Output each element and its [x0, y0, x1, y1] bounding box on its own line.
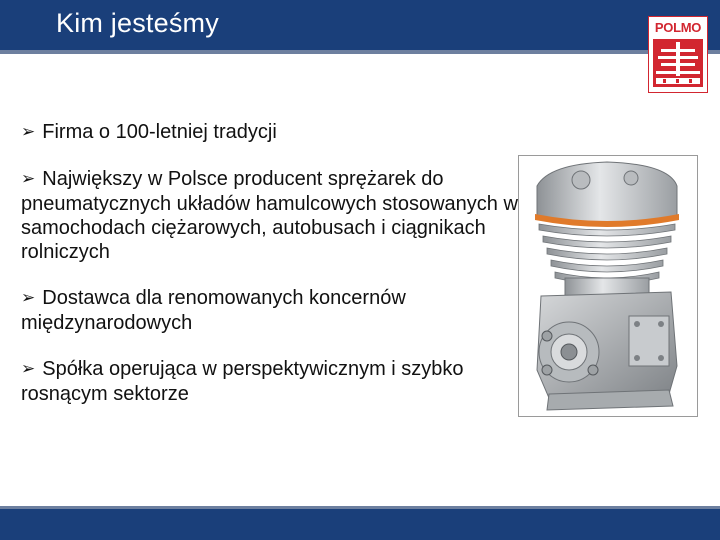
arrow-bullet-icon: ➢ — [21, 169, 36, 188]
air-compressor-icon — [519, 156, 697, 416]
header-bar — [0, 0, 720, 54]
logo-text: POLMO — [654, 20, 702, 35]
bullet-text: Firma o 100-letniej tradycji — [42, 121, 277, 143]
arrow-bullet-icon: ➢ — [21, 359, 36, 378]
bullet-list — [21, 120, 521, 428]
arrow-bullet-icon: ➢ — [21, 288, 36, 307]
bullet-text: Największy w Polsce producent sprężarek do pneumatycznych układów hamulcowych stosowanych w samochodach ciężarowych, autobusach i ciągnikach rolniczych — [21, 168, 518, 263]
bullet-text: Spółka operująca w perspektywicznym i szybko rosnącym sektorze — [21, 358, 464, 405]
product-image — [518, 155, 698, 417]
slide-title: Kim jesteśmy — [56, 8, 219, 38]
bullet-item — [21, 286, 521, 335]
arrow-bullet-icon: ➢ — [21, 122, 36, 141]
logo-emblem-icon — [653, 39, 703, 87]
bullet-item — [21, 120, 521, 145]
footer-bar — [0, 506, 720, 540]
bullet-item — [21, 167, 521, 264]
bullet-text: Dostawca dla renomowanych koncernów międzynarodowych — [21, 287, 406, 334]
bullet-item — [21, 357, 521, 406]
polmo-logo — [648, 16, 708, 93]
